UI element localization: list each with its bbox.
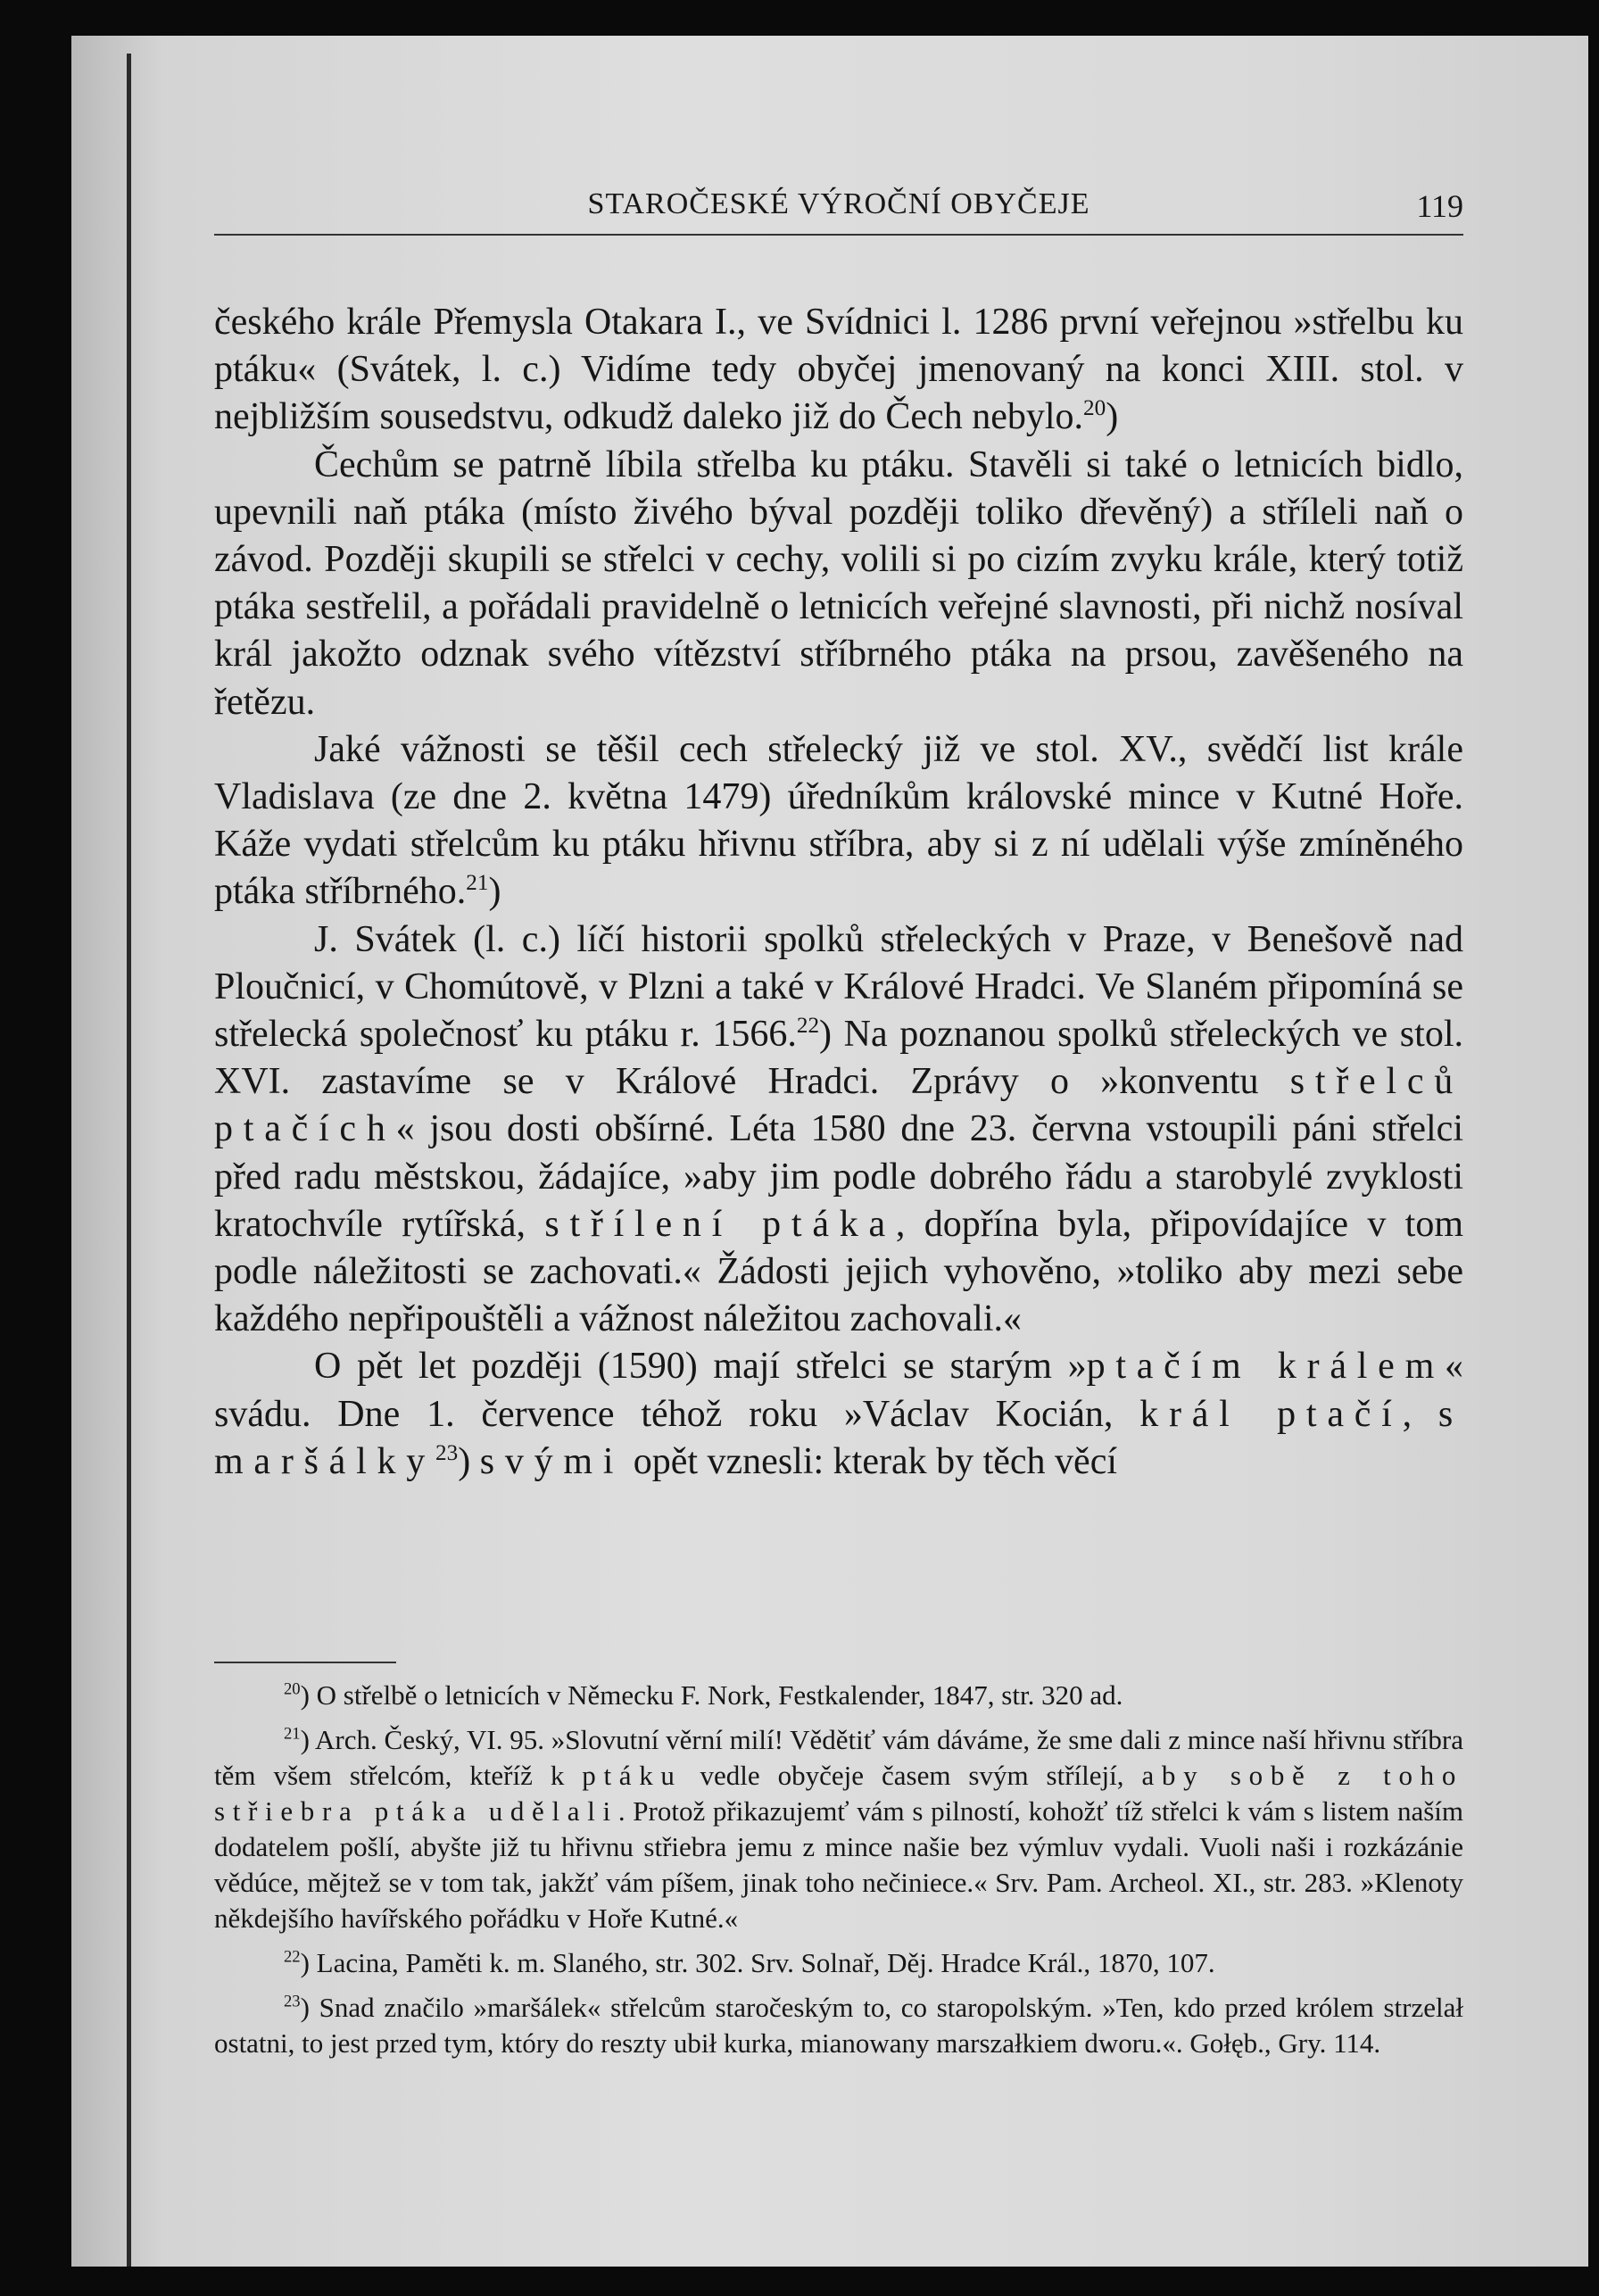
body-text bbox=[214, 299, 1463, 1486]
spaced-text-strelcu-ptacich: střelců ptačích bbox=[214, 1061, 1463, 1150]
footnote-21-spaced-1: ptáku bbox=[582, 1760, 683, 1791]
paragraph-4-text-2: ) Na poznanou spolků střeleckých ve stol. XVI. zastavíme se v Králové Hradci. Zprávy o »konventu bbox=[214, 1014, 1463, 1103]
paragraph-4-text-4: , dopřína byla, připovídajíce v tom podle náležitosti se zachovati.« Žádosti jejich vyhověno, »toliko aby mezi sebe každého nepřipouštěli a vážnost náležitou zachovali.« bbox=[214, 1203, 1463, 1340]
book-page bbox=[71, 36, 1588, 2267]
spaced-text-kral-ptaci: král ptačí bbox=[1139, 1393, 1403, 1435]
footnote-22-text: ) Lacina, Paměti k. m. Slaného, str. 302. Srv. Solnař, Děj. Hradce Král., 1870, 107. bbox=[300, 1947, 1215, 1978]
spaced-text-strileni-ptaka: střílení ptáka bbox=[544, 1203, 896, 1245]
paragraph-5 bbox=[214, 1343, 1463, 1486]
footnote-20-mark: 20 bbox=[284, 1679, 301, 1699]
footnote-21-text-3: . Protož přikazujemť vám s pilností, kohožť tíž střelci k vám s listem naším dodatelem pošlí, abyšte již tu hřivnu střiebra jemu z mince našie bez výmluv vydali. Vuoli naši i rozkázánie vědúce, mějtež se v tom tak, jakžť vám píšem, jinak toho nečiniece.« Srv. Pam. Archeol. XI., str. 283. »Klenoty někdejšího havířského pořádku v Hoře Kutné.« bbox=[214, 1795, 1463, 1934]
footnote-22-mark: 22 bbox=[284, 1947, 301, 1967]
running-header bbox=[214, 187, 1463, 241]
page-edge-shadow bbox=[127, 54, 131, 2267]
footnote-ref-20: 20 bbox=[1083, 396, 1106, 421]
footnote-ref-21: 21 bbox=[466, 871, 489, 896]
footnote-21-text-1: ) Arch. Český, VI. 95. »Slovutní věrní milí! Vědětiť vám dáváme, že sme dali z mince naší hřivnu stříbra těm všem střelcóm, kteříž k bbox=[214, 1724, 1463, 1791]
footnote-22 bbox=[214, 1945, 1463, 1981]
footnote-21 bbox=[214, 1722, 1463, 1936]
footnote-21-mark: 21 bbox=[284, 1724, 301, 1744]
paragraph-1 bbox=[214, 299, 1463, 442]
footnote-21-spaced-2: aby sobě z toho střiebra ptáka udělali bbox=[214, 1760, 1464, 1827]
paragraph-5-text-5: opět vznesli: kterak by těch věcí bbox=[624, 1440, 1118, 1482]
spaced-text-svymi: svými bbox=[479, 1440, 625, 1482]
paragraph-3-text: Jaké vážnosti se těšil cech střelecký již ve stol. XV., svědčí list krále Vladislava (ze dne 2. května 1479) úředníkům královské mince v Kutné Hoře. Káže vydati střelcům ku ptáku hřivnu stříbra, aby si z ní udělali výše zmíněného ptáka stříbrného. bbox=[214, 728, 1463, 913]
footnote-23 bbox=[214, 1990, 1463, 2061]
paragraph-5-text-4: ) bbox=[458, 1440, 480, 1482]
footnote-20-text: ) O střelbě o letnicích v Německu F. Nork, Festkalender, 1847, str. 320 ad. bbox=[300, 1679, 1123, 1711]
footnote-23-text: ) Snad značilo »maršálek« střelcům staročeským to, co staropolským. »Ten, kdo przed królem strzelał ostatni, to jest przed tym, który do reszty ubił kurka, mianowany marszałkiem dworu.«. Gołęb., Gry. 114. bbox=[214, 1992, 1463, 2059]
paragraph-4-text-3: « jsou dosti obšírné. Léta 1580 dne 23. června vstoupili páni střelci před radu městskou, žádajíce, »aby jim podle dobrého řádu a starobylé zvyklosti kratochvíle rytířská, bbox=[214, 1108, 1463, 1245]
footnote-21-text-2: vedle obyčeje časem svým střílejí, bbox=[682, 1760, 1142, 1791]
spaced-text-s-marsalky: s maršálky bbox=[214, 1393, 1463, 1482]
footnote-ref-23: 23 bbox=[435, 1440, 459, 1465]
paragraph-4 bbox=[214, 916, 1463, 1344]
paragraph-1-tail: ) bbox=[1106, 396, 1119, 438]
paragraph-3 bbox=[214, 726, 1463, 916]
paragraph-2: Čechům se patrně líbila střelba ku ptáku. Stavěli si také o letnicích bidlo, upevnili naň ptáka (místo živého býval později toliko dřevěný) a stříleli naň o závod. Později skupili se střelci v cechy, volili si po cizím zvyku krále, který totiž ptáka sestřelil, a pořádali pravidelně o letnicích veřejné slavnosti, při nichž nosíval král jakožto odznak svého vítězství stříbrného ptáka na prsou, zavěšeného na řetězu. bbox=[214, 443, 1463, 723]
page-number: 119 bbox=[1416, 188, 1463, 224]
spaced-text-ptacim-kralem: ptačím králem bbox=[1086, 1346, 1445, 1388]
paragraph-5-text-1: O pět let později (1590) mají střelci se starým » bbox=[314, 1346, 1087, 1388]
paragraph-1-text: českého krále Přemysla Otakara I., ve Svídnici l. 1286 první veřejnou »střelbu ku ptáku« (Svátek, l. c.) Vidíme tedy obyčej jmenovaný na konci XIII. stol. v nejbližším sousedstvu, odkudž daleko již do Čech nebylo. bbox=[214, 302, 1463, 438]
paragraph-4-text-1: J. Svátek (l. c.) líčí historii spolků střeleckých v Praze, v Benešově nad Ploučnicí, v Chomútově, v Plzni a také v Králové Hradci. Ve Slaném připomíná se střelecká společnosť ku ptáku r. 1566. bbox=[214, 918, 1463, 1056]
footnote-20 bbox=[214, 1678, 1463, 1713]
paragraph-5-text-2: « svádu. Dne 1. července téhož roku »Václav Kocián, bbox=[214, 1346, 1463, 1435]
footnotes bbox=[214, 1678, 1463, 2070]
footnote-rule bbox=[214, 1662, 396, 1663]
running-title: STAROČESKÉ VÝROČNÍ OBYČEJE bbox=[587, 187, 1090, 220]
paragraph-5-text-3: , bbox=[1402, 1393, 1438, 1435]
paragraph-3-tail: ) bbox=[488, 871, 501, 913]
header-rule bbox=[214, 234, 1463, 236]
footnote-23-mark: 23 bbox=[284, 1992, 301, 2011]
footnote-ref-22: 22 bbox=[796, 1014, 820, 1039]
